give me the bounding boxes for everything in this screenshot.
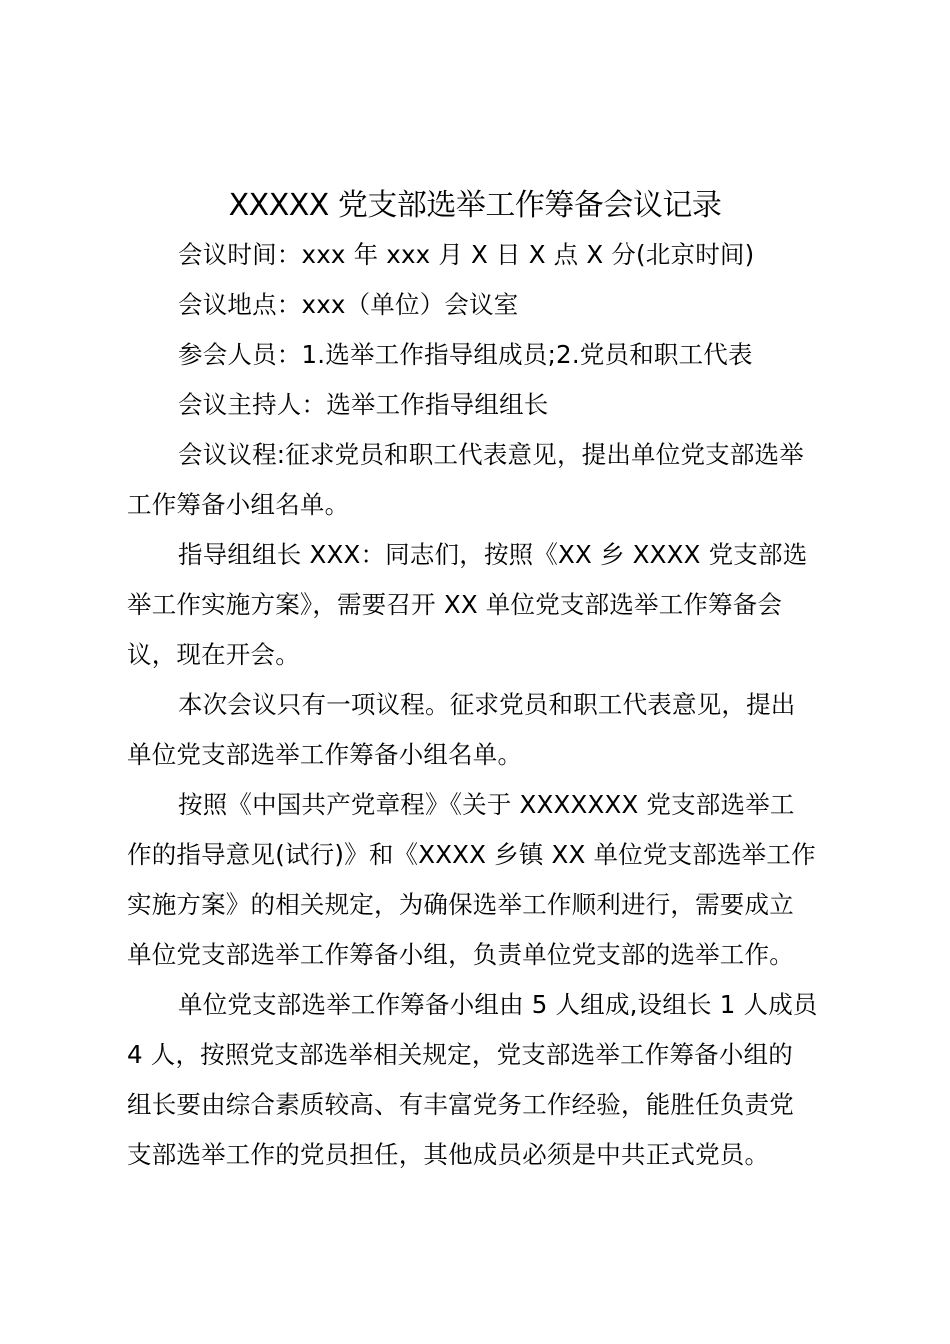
paragraph-line: 单位党支部选举工作筹备小组，负责单位党支部的选举工作。 xyxy=(127,940,794,969)
agenda-item-paragraph xyxy=(127,680,831,780)
paragraph-line: 按照《中国共产党章程》《关于 XXXXXXX 党支部选举工 xyxy=(178,790,795,819)
paragraph-line: 支部选举工作的党员担任，其他成员必须是中共正式党员。 xyxy=(127,1140,770,1169)
field-text: 会议地点：xxx（单位）会议室 xyxy=(178,290,519,319)
host-field xyxy=(127,380,831,430)
paragraph-line: 指导组组长 XXX：同志们，按照《XX 乡 XXXX 党支部选 xyxy=(178,540,808,569)
paragraph-line: 单位党支部选举工作筹备小组名单。 xyxy=(127,740,523,769)
paragraph-line: 工作筹备小组名单。 xyxy=(127,490,350,519)
regulations-paragraph xyxy=(127,780,831,980)
field-text: 会议时间：xxx 年 xxx 月 X 日 X 点 X 分(北京时间) xyxy=(178,240,755,269)
field-text: 会议主持人：选举工作指导组组长 xyxy=(178,390,549,419)
paragraph-line: 本次会议只有一项议程。征求党员和职工代表意见，提出 xyxy=(178,690,796,719)
committee-composition-paragraph xyxy=(127,980,831,1180)
paragraph-line: 议，现在开会。 xyxy=(127,640,300,669)
paragraph-line: 作的指导意见(试行)》和《XXXX 乡镇 XX 单位党支部选举工作 xyxy=(127,840,816,869)
opening-remarks-paragraph xyxy=(127,530,831,680)
agenda-paragraph xyxy=(127,430,831,530)
paragraph-line: 会议议程:征求党员和职工代表意见，提出单位党支部选举 xyxy=(178,440,804,469)
meeting-time-field xyxy=(127,230,831,280)
document-title: XXXXX 党支部选举工作筹备会议记录 xyxy=(228,188,722,223)
paragraph-line: 组长要由综合素质较高、有丰富党务工作经验，能胜任负责党 xyxy=(127,1090,794,1119)
paragraph-line: 单位党支部选举工作筹备小组由 5 人组成,设组长 1 人成员 xyxy=(178,990,818,1019)
meeting-location-field xyxy=(127,280,831,330)
paragraph-line: 实施方案》的相关规定，为确保选举工作顺利进行，需要成立 xyxy=(127,890,794,919)
field-text: 参会人员：1.选举工作指导组成员;2.党员和职工代表 xyxy=(178,340,753,369)
paragraph-line: 举工作实施方案》，需要召开 XX 单位党支部选举工作筹备会 xyxy=(127,590,783,619)
document-body xyxy=(127,230,831,1180)
paragraph-line: 4 人，按照党支部选举相关规定，党支部选举工作筹备小组的 xyxy=(127,1040,793,1069)
attendees-field xyxy=(127,330,831,380)
